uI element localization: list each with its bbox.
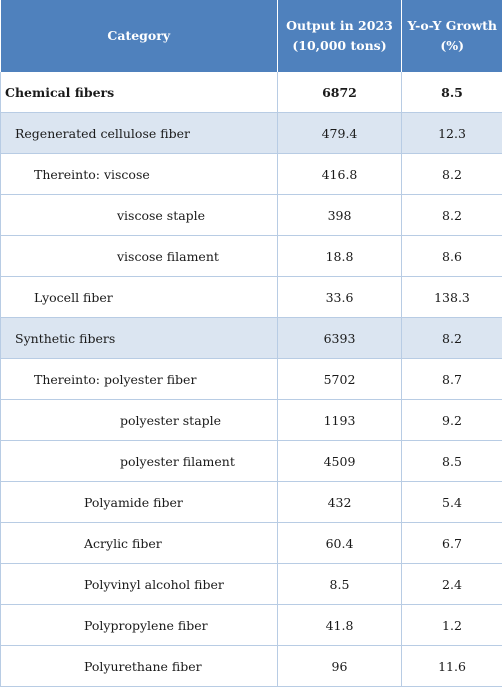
column-header-category-label: Category [107,28,171,43]
category-cell: polyester staple [1,400,278,441]
growth-cell: 8.7 [402,359,502,400]
growth-cell: 8.2 [402,195,502,236]
output-cell: 1193 [278,400,402,441]
category-cell: Thereinto: polyester fiber [1,359,278,400]
growth-cell: 1.2 [402,605,502,646]
category-cell: Acrylic fiber [1,523,278,564]
output-cell: 5702 [278,359,402,400]
table-row [1,154,502,195]
column-header-growth-line2: (%) [440,38,465,53]
output-cell: 6393 [278,318,402,359]
category-cell: Lyocell fiber [1,277,278,318]
table-row [1,605,502,646]
growth-cell: 8.5 [402,441,502,482]
output-cell: 4509 [278,441,402,482]
growth-cell: 9.2 [402,400,502,441]
output-cell: 479.4 [278,113,402,154]
output-cell: 8.5 [278,564,402,605]
table-row [1,400,502,441]
growth-cell: 8.2 [402,318,502,359]
category-cell: viscose staple [1,195,278,236]
category-cell: Polyamide fiber [1,482,278,523]
column-header-output [278,0,402,72]
table-row [1,564,502,605]
growth-cell: 8.6 [402,236,502,277]
growth-cell: 12.3 [402,113,502,154]
column-header-growth [402,0,502,72]
category-cell: Synthetic fibers [1,318,278,359]
table-row [1,72,502,113]
category-cell: Regenerated cellulose fiber [1,113,278,154]
output-cell: 416.8 [278,154,402,195]
category-cell: Polypropylene fiber [1,605,278,646]
growth-cell: 2.4 [402,564,502,605]
category-cell: Polyvinyl alcohol fiber [1,564,278,605]
output-cell: 398 [278,195,402,236]
table-row [1,113,502,154]
growth-cell: 11.6 [402,646,502,687]
column-header-output-line2: (10,000 tons) [292,38,387,53]
table-row [1,359,502,400]
table-row [1,523,502,564]
growth-cell: 8.2 [402,154,502,195]
table-row [1,236,502,277]
table-row [1,482,502,523]
column-header-category [1,0,278,72]
output-cell: 60.4 [278,523,402,564]
table-row [1,646,502,687]
category-cell: viscose filament [1,236,278,277]
growth-cell: 8.5 [402,72,502,113]
table-row [1,441,502,482]
category-cell: polyester filament [1,441,278,482]
table-header-row [1,0,502,72]
growth-cell: 5.4 [402,482,502,523]
table-row [1,195,502,236]
column-header-output-line1: Output in 2023 [286,18,393,33]
output-cell: 18.8 [278,236,402,277]
column-header-growth-line1: Y-o-Y Growth [407,18,497,33]
output-cell: 6872 [278,72,402,113]
growth-cell: 138.3 [402,277,502,318]
table-row [1,318,502,359]
output-cell: 33.6 [278,277,402,318]
category-cell: Chemical fibers [1,72,278,113]
output-cell: 432 [278,482,402,523]
category-cell: Thereinto: viscose [1,154,278,195]
table-row [1,277,502,318]
growth-cell: 6.7 [402,523,502,564]
category-cell: Polyurethane fiber [1,646,278,687]
output-cell: 96 [278,646,402,687]
output-cell: 41.8 [278,605,402,646]
